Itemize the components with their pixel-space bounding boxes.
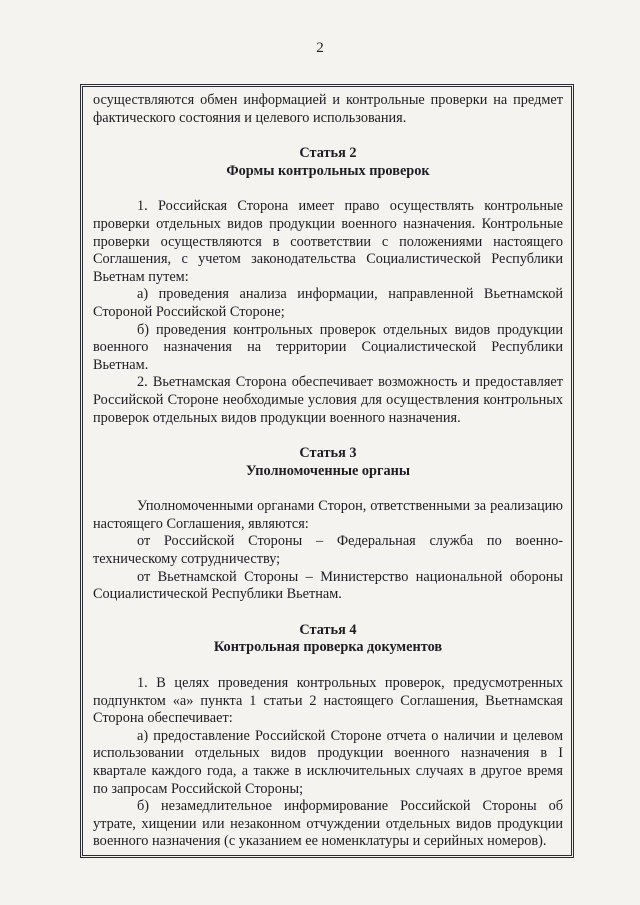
article-4-title: Контрольная проверка документов bbox=[213, 639, 443, 656]
article-2-number: Статья 2 bbox=[299, 145, 357, 162]
article-4-paragraph-b: б) незамедлительное информирование Российской Стороны об утрате, хищении или незаконном отчуждении отдельных видов продукции военного назначения (с указанием ее номенклатуры и серийных номеров). bbox=[93, 798, 563, 850]
page-number: 2 bbox=[316, 40, 324, 56]
article-3-title: Уполномоченные органы bbox=[245, 462, 411, 479]
article-3-paragraph-3: от Вьетнамской Стороны – Министерство национальной обороны Социалистической Республики Вьетнам. bbox=[93, 568, 563, 603]
article-3-number: Статья 3 bbox=[299, 445, 357, 462]
article-3-paragraph-1: Уполномоченными органами Сторон, ответственными за реализацию настоящего Соглашения, являются: bbox=[93, 498, 563, 532]
article-2-paragraph-1: 1. Российская Сторона имеет право осуществлять контрольные проверки отдельных видов продукции военного назначения. Контрольные проверки осуществляются в соответствии с положениями настоящего Соглашения, с учетом законодательства Социалистической Республики Вьетнам путем: bbox=[93, 198, 563, 285]
intro-paragraph: осуществляются обмен информацией и контрольные проверки на предмет фактического состояния и целевого использования. bbox=[93, 92, 563, 126]
article-4-number: Статья 4 bbox=[299, 621, 357, 638]
document-body bbox=[93, 92, 563, 851]
article-2-paragraph-2: 2. Вьетнамская Сторона обеспечивает возможность и предоставляет Российской Стороне необходимые условия для осуществления контрольных проверок отдельных видов продукции военного назначения. bbox=[93, 374, 563, 426]
article-3-paragraph-2: от Российской Стороны – Федеральная служба по военно-техническому сотрудничеству; bbox=[93, 533, 563, 568]
article-2-title: Формы контрольных проверок bbox=[226, 162, 430, 179]
article-4-paragraph-a: а) предоставление Российской Стороне отчета о наличии и целевом использовании отдельных видов продукции военного назначения в I квартале каждого года, а также в исключительных случаях в другое время по запросам Российской Стороны; bbox=[93, 727, 563, 797]
article-4-paragraph-1: 1. В целях проведения контрольных проверок, предусмотренных подпунктом «а» пункта 1 статьи 2 настоящего Соглашения, Вьетнамская Сторона обеспечивает: bbox=[93, 675, 563, 727]
article-2-paragraph-a: а) проведения анализа информации, направленной Вьетнамской Стороной Российской Стороне; bbox=[93, 286, 563, 320]
article-2-paragraph-b: б) проведения контрольных проверок отдельных видов продукции военного назначения на территории Социалистической Республики Вьетнам. bbox=[93, 321, 563, 373]
